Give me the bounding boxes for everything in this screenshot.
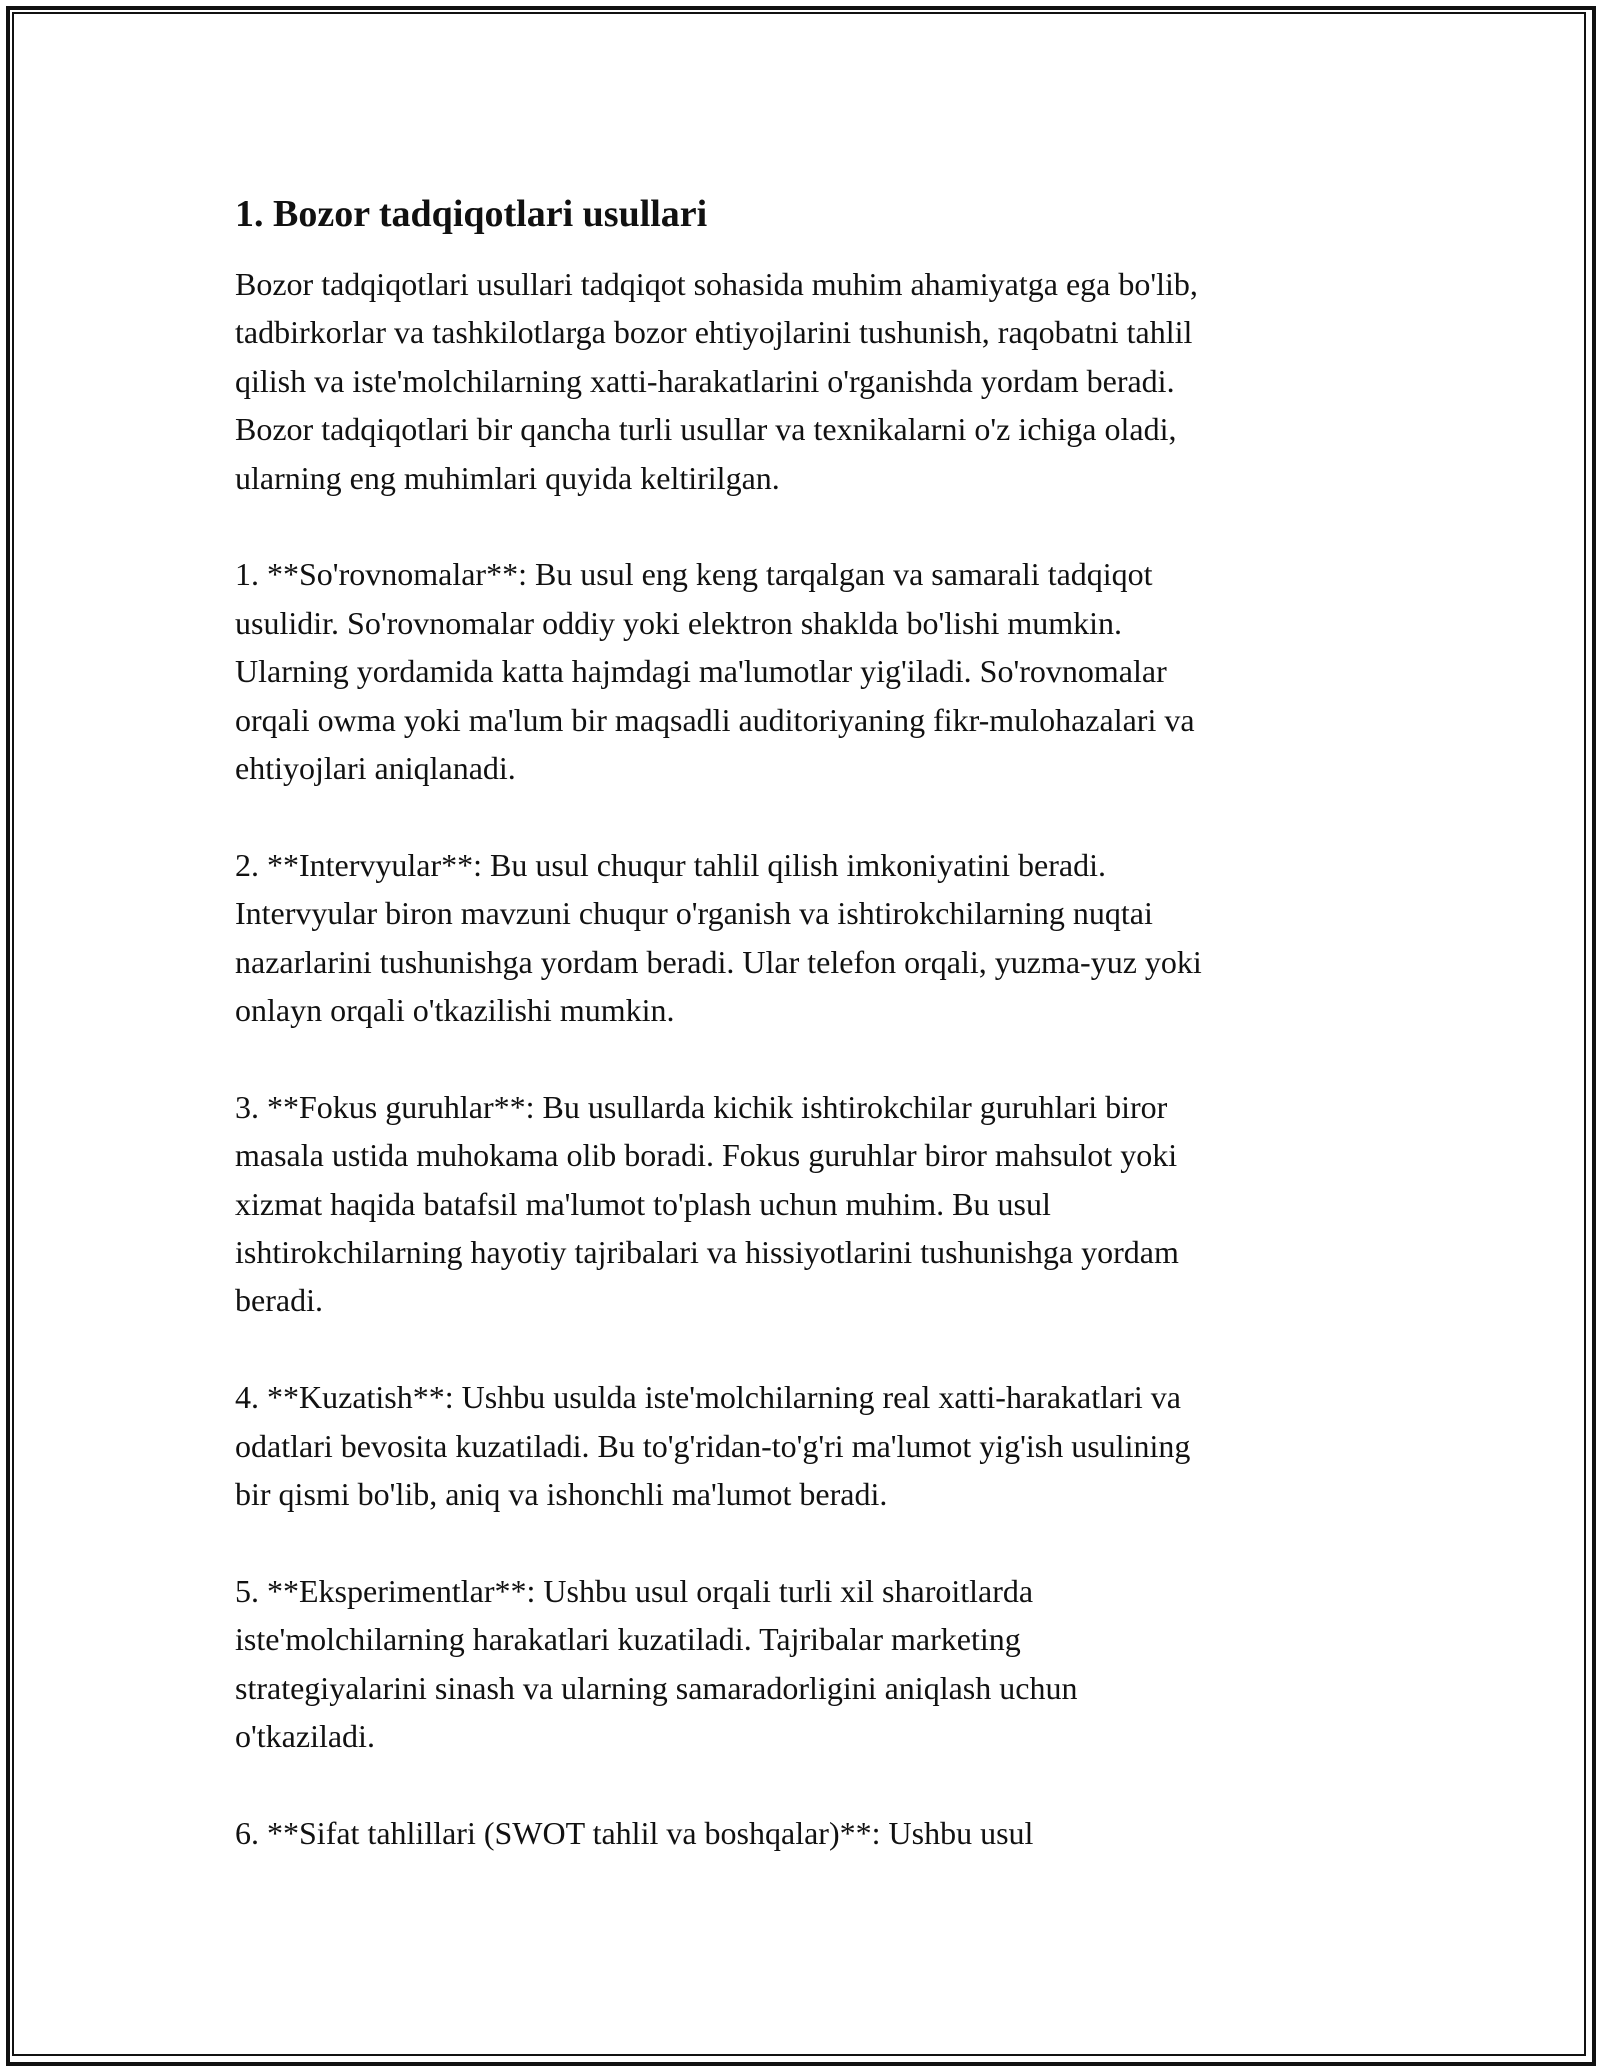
method-observation-paragraph: 4. **Kuzatish**: Ushbu usulda iste'molchilarning real xatti-harakatlari va odatlari bevosita kuzatiladi. Bu to'g'ridan-to'g'ri ma'lumot yig'ish usulining bir qismi bo'lib, aniq va ishonchli ma'lumot beradi. [235,1379,1191,1513]
section-heading: 1. Bozor tadqiqotlari usullari [235,193,708,235]
document-body [235,188,1365,1857]
method-qualitative-analysis-paragraph: 6. **Sifat tahlillari (SWOT tahlil va boshqalar)**: Ushbu usul [235,1814,1034,1851]
method-experiments-paragraph: 5. **Eksperimentlar**: Ushbu usul orqali turli xil sharoitlarda iste'molchilarning harakatlari kuzatiladi. Tajribalar marketing strategiyalarini sinash va ularning samaradorligini aniqlash uchun o'tkaziladi. [235,1572,1078,1755]
method-focus-groups-paragraph: 3. **Fokus guruhlar**: Bu usullarda kichik ishtirokchilar guruhlari biror masala ustida muhokama olib boradi. Fokus guruhlar biror mahsulot yoki xizmat haqida batafsil ma'lumot to'plash uchun muhim. Bu usul ishtirokchilarning hayotiy tajribalari va hissiyotlarini tushunishga yordam beradi. [235,1088,1179,1319]
intro-paragraph: Bozor tadqiqotlari usullari tadqiqot sohasida muhim ahamiyatga ega bo'lib, tadbirkorlar va tashkilotlarga bozor ehtiyojlarini tushunish, raqobatni tahlil qilish va iste'molchilarning xatti-harakatlarini o'rganishda yordam beradi. Bozor tadqiqotlari bir qancha turli usullar va texnikalarni o'z ichiga oladi, ularning eng muhimlari quyida keltirilgan. [235,266,1198,496]
method-interviews-paragraph: 2. **Intervyular**: Bu usul chuqur tahlil qilish imkoniyatini beradi. Intervyular biron mavzuni chuqur o'rganish va ishtirokchilarning nuqtai nazarlarini tushunishga yordam beradi. Ular telefon orqali, yuzma-yuz yoki onlayn orqali o'tkazilishi mumkin. [235,846,1202,1029]
method-surveys-paragraph: 1. **So'rovnomalar**: Bu usul eng keng tarqalgan va samarali tadqiqot usulidir. So'rovnomalar oddiy yoki elektron shakldа bo'lishi mumkin. Ularning yordamida katta hajmdagi ma'lumotlar yig'iladi. So'rovnomalar orqali owma yoki ma'lum bir maqsadli auditoriyaning fikr-mulohazalari va ehtiyojlari aniqlanadi. [235,556,1195,787]
